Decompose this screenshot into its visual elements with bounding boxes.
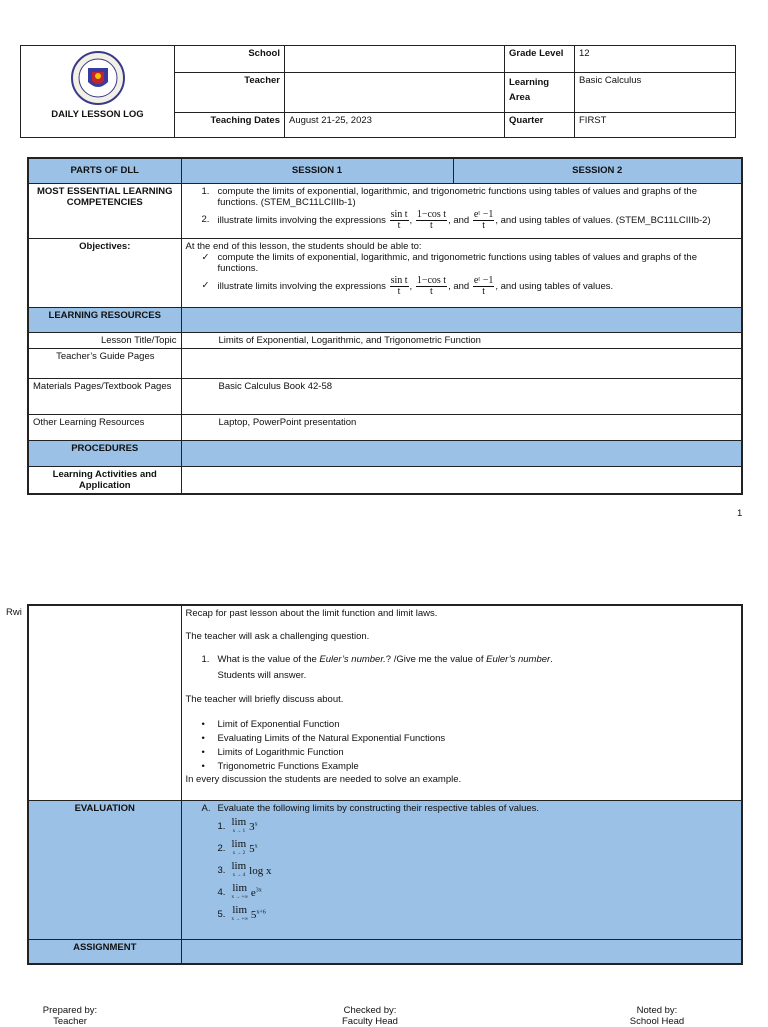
grade-level-label: Grade Level [505,46,575,73]
objective-2: ✓ illustrate limits involving the expressions $\frac{\text{sin t}}{t}$ , $\frac{\text{1−cos t}}{t}$ , and $\frac{\text{eᵗ −1}}{t}$ , and using tables of values. [201,274,614,297]
other-resources-label: Other Learning Resources [28,414,181,440]
topic-item: • Limits of Logarithmic Function [201,747,344,758]
limit-item: 1. lim x → 1 3$^x$ [217,815,258,834]
recap-text: Recap for past lesson about the limit function and limit laws. [185,608,438,619]
session-2-header: SESSION 2 [453,158,742,183]
melc-label: MOST ESSENTIAL LEARNING COMPETENCIES [28,183,181,238]
deped-seal-icon [70,50,126,106]
learning-resources-label: LEARNING RESOURCES [28,307,181,332]
materials-label: Materials Pages/Textbook Pages [28,378,181,414]
side-text: Rwi [6,607,22,618]
limit-item: 5. lim x → +∞ $5^{x+6}$ [217,903,266,922]
evaluation-instruction: A. Evaluate the following limits by constructing their respective tables of values. [201,802,540,814]
topic-item: • Evaluating Limits of the Natural Exponential Functions [201,733,446,744]
closing-text: In every discussion the students are needed to solve an example. [185,774,462,785]
melc-item-2: 2. illustrate limits involving the expressions $\frac{\text{sin t}}{t}$ , $\frac{\text{1−cos t}}{t}$ , and $\frac{\text{eᵗ −1}}{t}$ , and using tables of values. (STEM_BC11LCIIIb-2) [201,208,711,231]
topic-item: • Limit of Exponential Function [201,719,340,730]
dll-table [27,157,743,495]
topic-list [186,718,738,774]
other-resources-value: Laptop, PowerPoint presentation [181,414,742,440]
objectives-intro: At the end of this lesson, the students should be able to: [185,240,422,252]
assignment-label: ASSIGNMENT [28,939,181,964]
challenge-text: The teacher will ask a challenging question. [185,631,370,642]
evaluation-content [181,800,742,939]
objectives-label: Objectives: [28,238,181,307]
teacher-value [285,73,505,113]
activities-content [181,605,742,800]
quarter-value: FIRST [575,113,736,138]
log-title: DAILY LESSON LOG [51,109,144,120]
limit-item: 3. lim x → 4 log x [217,859,272,878]
evaluation-label: EVALUATION [28,800,181,939]
melc-item-1: 1. compute the limits of exponential, logarithmic, and trigonometric functions using tables of values and graphs of the functions. (STEM_BC11LCIIIb-1) [201,185,697,208]
lesson-title-label: Lesson Title/Topic [28,332,181,348]
school-label: School [175,46,285,73]
objectives-content [181,238,742,307]
school-value [285,46,505,73]
noted-by: Noted by: School Head [629,1005,685,1027]
header-table [20,45,736,138]
quarter-label: Quarter [505,113,575,138]
teachers-guide-label: Teacher’s Guide Pages [28,348,181,378]
limit-item: 4. lim x → +∞ $e^{3x}$ [217,881,262,900]
limits-list [186,816,738,926]
learning-area-label: Learning Area [505,73,575,113]
topic-item: • Trigonometric Functions Example [201,761,359,772]
grade-level-value: 12 [575,46,736,73]
discuss-text: The teacher will briefly discuss about. [185,694,344,705]
session-1-header: SESSION 1 [181,158,453,183]
objective-1: ✓ compute the limits of exponential, logarithmic, and trigonometric functions using tables of values and graphs of the functions. [201,251,697,274]
logo-cell [21,46,175,138]
limit-item: 2. lim x → 2 5$^x$ [217,837,258,856]
teaching-dates-value: August 21-25, 2023 [285,113,505,138]
procedures-label: PROCEDURES [28,440,181,466]
learning-area-value: Basic Calculus [575,73,736,113]
teacher-label: Teacher [175,73,285,113]
parts-of-dll-header: PARTS OF DLL [28,158,181,183]
materials-value: Basic Calculus Book 42-58 [181,378,742,414]
question-1: 1. What is the value of the Euler’s number.? /Give me the value of Euler’s number. Students will answer. [186,654,738,682]
check-icon: ✓ [201,251,210,263]
learning-activities-label: Learning Activities and Application [28,466,181,494]
melc-content [181,183,742,238]
lesson-title-value: Limits of Exponential, Logarithmic, and Trigonometric Function [181,332,742,348]
prepared-by: Prepared by: Teacher [42,1005,98,1027]
dll-table-continued [27,604,743,965]
check-icon: ✓ [201,279,210,291]
question-1-answer: Students will answer. [217,670,307,681]
page-number: 1 [737,508,743,519]
teaching-dates-label: Teaching Dates [175,113,285,138]
checked-by: Checked by: Faculty Head [342,1005,398,1027]
